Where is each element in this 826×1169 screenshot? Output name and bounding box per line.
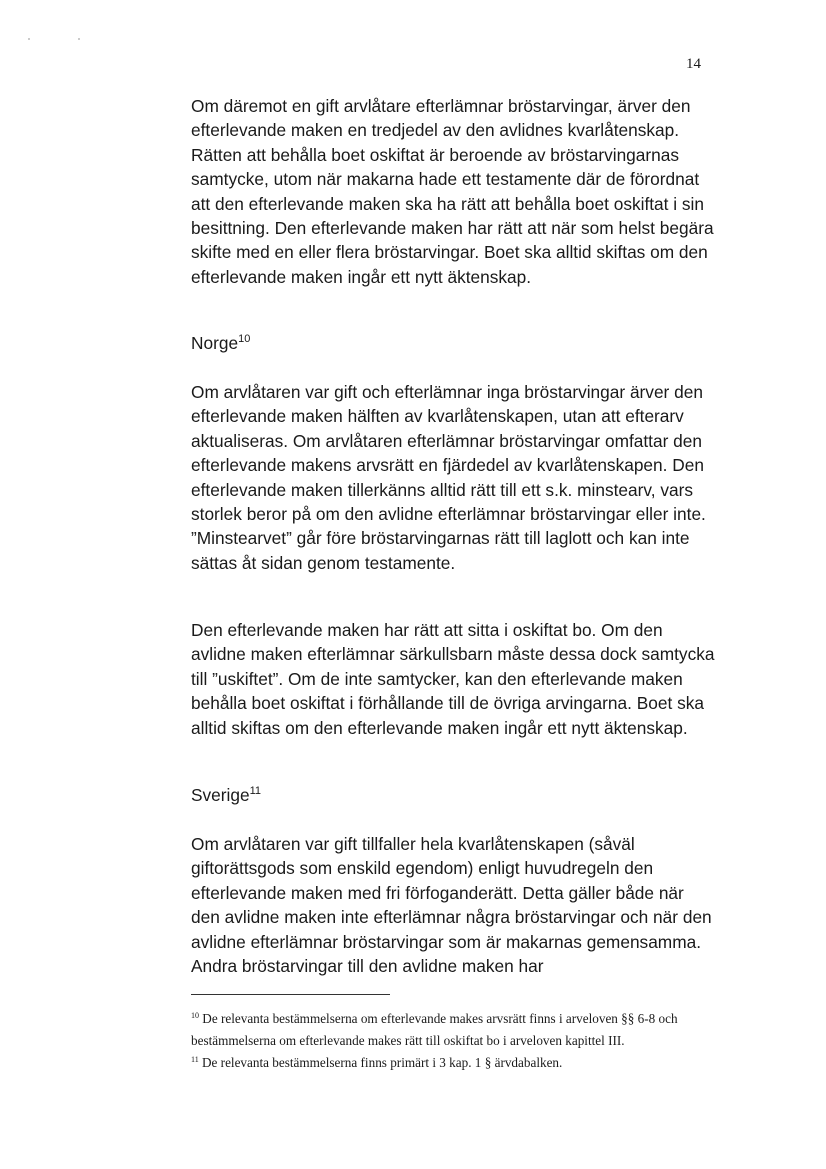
paragraph-text: Om arvlåtaren var gift och efterlämnar inga bröstarvingar ärver den efterlevande maken hälften av kvarlåtenskapen, utan att efterarv aktualiseras. Om arvlåtaren efterlämnar bröstarvingar omfattar den efterlevande makens arvsrätt en fjärdedel av kvarlåtenskapen. Den efterlevande maken tillerkänns alltid rätt till ett s.k. minstearv, vars storlek beror på om den avlidne efterlämnar bröstarvingar eller inte. ”Minstearvet” går före bröstarvingarnas rätt till laglott och kan inte sättas åt sidan genom testamente. [191, 382, 706, 573]
footnote-text: De relevanta bestämmelserna finns primärt i 3 kap. 1 § ärvdabalken. [202, 1055, 563, 1070]
paragraph-intro [191, 94, 716, 289]
paragraph-norge-oskiftat [191, 618, 716, 740]
paragraph-text: Om däremot en gift arvlåtare efterlämnar bröstarvingar, ärver den efterlevande maken en tredjedel av den avlidnes kvarlåtenskap. Rätten att behålla boet oskiftat är beroende av bröstarvingarnas samtycke, utom när makarna hade ett testamente där de förordnat att den efterlevande maken ska ha rätt att behålla boet oskiftat i sin besittning. Den efterlevande maken har rätt att när som helst begära skifte med en eller flera bröstarvingar. Boet ska alltid skiftas om den efterlevande maken ingår ett nytt äktenskap. [191, 96, 714, 287]
footnote-text: De relevanta bestämmelserna om efterlevande makes arvsrätt finns i arveloven §§ 6-8 och bestämmelserna om efterlevande makes rätt till oskiftat bo i arveloven kapittel III. [191, 1011, 678, 1048]
heading-text: Sverige [191, 785, 250, 805]
paragraph-sverige [191, 832, 716, 978]
paragraph-text: Den efterlevande maken har rätt att sitta i oskiftat bo. Om den avlidne maken efterlämnar särkullsbarn måste dessa dock samtycka till ”uskiftet”. Om de inte samtycker, kan den efterlevande maken behålla boet oskiftat i förhållande till de övriga arvingarna. Boet ska alltid skiftas om den efterlevande maken ingår ett nytt äktenskap. [191, 620, 715, 738]
footnote-number: 11 [191, 1055, 199, 1064]
page-number: 14 [686, 56, 701, 72]
scan-artifact [78, 38, 80, 40]
footnote-divider [191, 994, 390, 995]
footnote-11 [191, 1052, 711, 1074]
scan-artifact [28, 38, 30, 40]
section-heading-norge [191, 331, 716, 355]
footnote-10 [191, 1008, 711, 1052]
footnotes [191, 1008, 711, 1074]
footnote-ref-10[interactable]: 10 [238, 333, 251, 345]
footnote-ref-11[interactable]: 11 [249, 785, 262, 797]
footnote-number: 10 [191, 1011, 199, 1020]
section-heading-sverige [191, 783, 716, 807]
paragraph-text: Om arvlåtaren var gift tillfaller hela kvarlåtenskapen (såväl giftorättsgods som enskild egendom) enligt huvudregeln den efterlevande maken med fri förfoganderätt. Detta gäller både när den avlidne maken inte efterlämnar några bröstarvingar och när den avlidne efterlämnar bröstarvingar som är makarnas gemensamma. Andra bröstarvingar till den avlidne maken har [191, 834, 712, 977]
heading-text: Norge [191, 333, 239, 353]
paragraph-norge-arv [191, 380, 716, 575]
